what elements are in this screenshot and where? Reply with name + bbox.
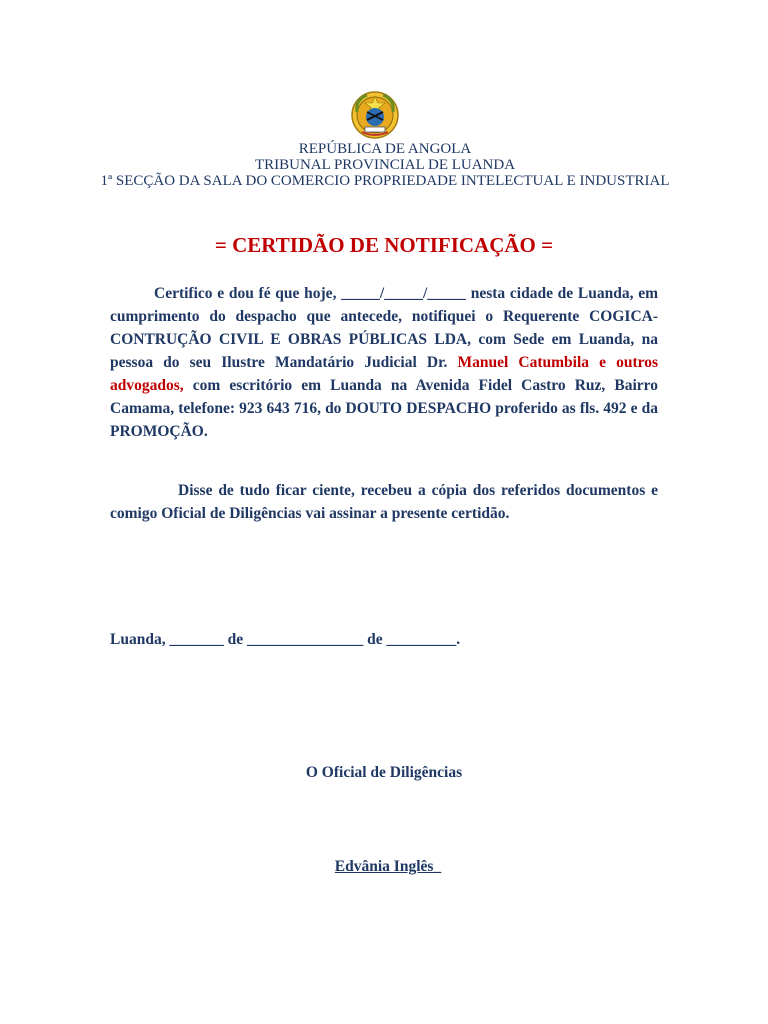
place-and-date-line: Luanda, _______ de _______________ de _________. <box>110 631 461 648</box>
signature-role: O Oficial de Diligências <box>305 764 463 781</box>
angola-coat-of-arms-icon <box>349 90 401 140</box>
header-country: REPÚBLICA DE ANGOLA <box>298 141 472 157</box>
document-header <box>100 141 670 189</box>
lawyer-names: Manuel Catumbila e outros advogados, <box>110 354 658 394</box>
header-section: 1ª SECÇÃO DA SALA DO COMERCIO PROPRIEDADE INTELECTUAL E INDUSTRIAL <box>100 173 670 189</box>
paragraph1-text-start: Certifico e dou fé que hoje, _____/_____/_____ nesta cidade de Luanda, em cumprimento do despacho que antecede, notifiquei o Requerente COGICA-CONTRUÇÃO CIVIL E OBRAS PÚBLICAS LDA, com Sede em Luanda, na pessoa do seu Ilustre Mandatário Judicial Dr. <box>110 285 658 371</box>
header-court: TRIBUNAL PROVINCIAL DE LUANDA <box>254 157 516 173</box>
document-title: = CERTIDÃO DE NOTIFICAÇÃO = <box>214 233 554 257</box>
paragraph2-text: Disse de tudo ficar ciente, recebeu a cópia dos referidos documentos e comigo Oficial de Diligências vai assinar a presente certidão. <box>110 482 658 522</box>
signature-name: Edvânia Inglês_ <box>334 858 442 875</box>
acknowledgement-paragraph <box>110 479 658 525</box>
paragraph1-text-end: com escritório em Luanda na Avenida Fidel Castro Ruz, Bairro Camama, telefone: 923 643 716, do DOUTO DESPACHO proferido as fls. 492 e da PROMOÇÃO. <box>110 377 658 440</box>
certification-paragraph <box>110 282 658 443</box>
